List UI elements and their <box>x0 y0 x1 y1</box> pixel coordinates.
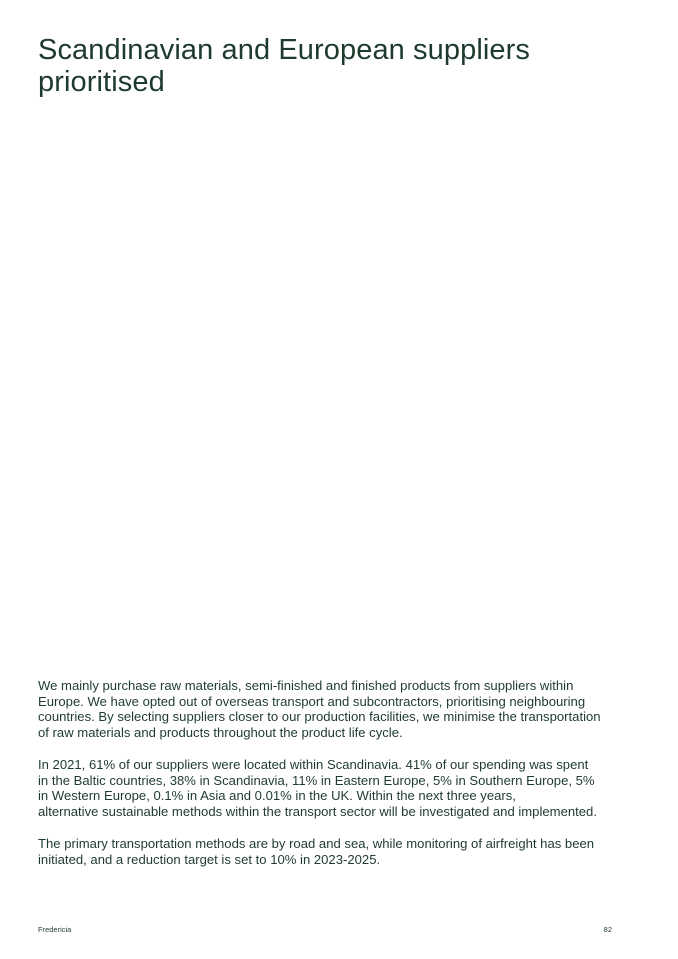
text-line: We mainly purchase raw materials, semi-finished and finished products from suppliers within <box>38 678 574 693</box>
text-line: initiated, and a reduction target is set to 10% in 2023-2025. <box>38 851 381 867</box>
page-title-line-2: prioritised <box>38 66 165 98</box>
page-title <box>38 34 638 98</box>
text-line: of raw materials and products throughout the product life cycle. <box>38 724 403 740</box>
text-line: alternative sustainable methods within the transport sector will be investigated and implemented. <box>38 803 597 819</box>
page-title-line-1: Scandinavian and European suppliers <box>38 34 531 66</box>
text-line: The primary transportation methods are by road and sea, while monitoring of airfreight has been <box>38 836 595 851</box>
text-line: Europe. We have opted out of overseas transport and subcontractors, prioritising neighbouring <box>38 693 586 709</box>
paragraph-2021-spending <box>38 757 638 819</box>
text-line: In 2021, 61% of our suppliers were located within Scandinavia. 41% of our spending was spent <box>38 757 589 772</box>
body-text <box>38 678 638 884</box>
text-line: countries. By selecting suppliers closer to our production facilities, we minimise the transportation <box>38 709 601 724</box>
footer-page-number: 82 <box>603 925 612 934</box>
paragraph-suppliers-europe <box>38 678 638 740</box>
text-line: in Western Europe, 0.1% in Asia and 0.01% in the UK. Within the next three years, <box>38 788 516 803</box>
footer-brand: Fredericia <box>38 925 72 934</box>
text-line: in the Baltic countries, 38% in Scandinavia, 11% in Eastern Europe, 5% in Southern Europe, 5% <box>38 772 595 788</box>
paragraph-transportation <box>38 836 638 867</box>
